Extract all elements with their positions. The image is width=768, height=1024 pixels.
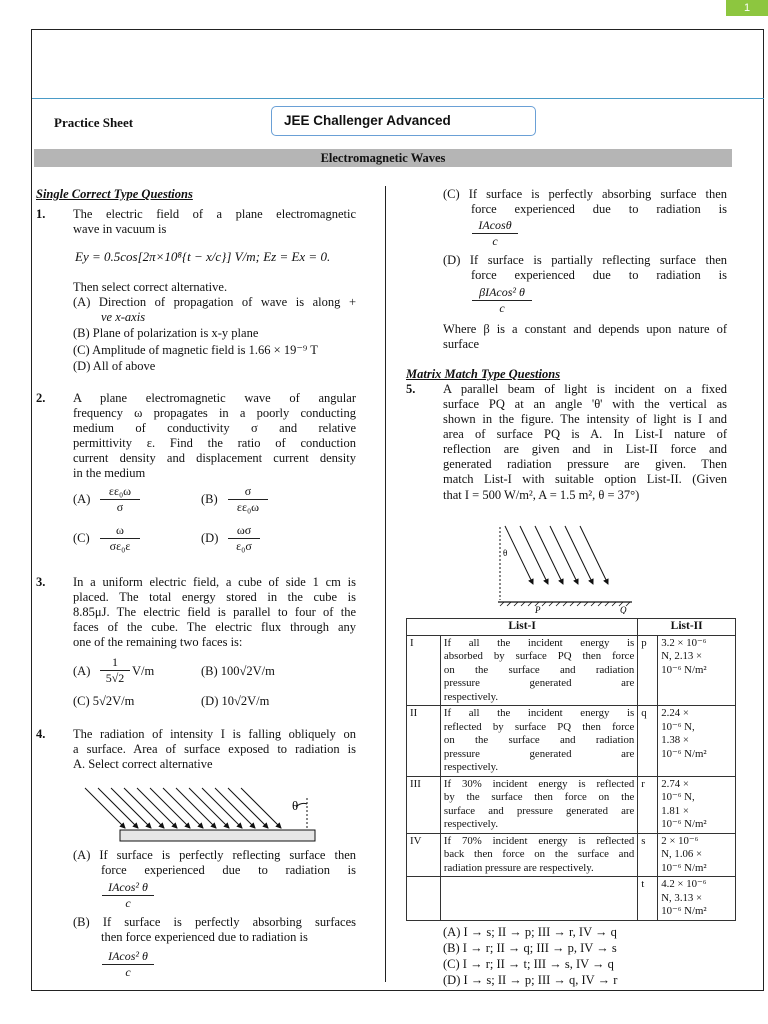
cell-line: respectively.: [443, 818, 499, 830]
table-row: [407, 635, 736, 706]
cell-line: surface and pressure generated are: [443, 804, 635, 817]
q5-text: generated radiation pressure are given. Then: [443, 457, 727, 471]
denominator: 5√2: [105, 671, 125, 685]
q5-number: 5.: [406, 382, 416, 396]
table-row: [407, 877, 736, 921]
matrix-match-table: [406, 618, 736, 921]
numerator: εε₀ω: [100, 484, 140, 500]
q1-option-c: (C) Amplitude of magnetic field is 1.66 × 19⁻⁹ T: [73, 343, 318, 357]
q2-option-c-fraction: [100, 523, 140, 554]
table-row: [407, 706, 736, 777]
q3-option-a-fraction: [100, 655, 130, 686]
q4-option-d: force experienced due to radiation is: [471, 268, 727, 282]
cell-line: 4.2 × 10⁻⁶: [661, 878, 707, 890]
q2-option-d-label: (D): [201, 531, 219, 545]
q2-option-a-label: (A): [73, 492, 91, 506]
numerator: IAcosθ: [472, 218, 518, 234]
cell-line: 10⁻⁶ N/m²: [661, 818, 707, 830]
cell-line: If all the incident energy is: [443, 636, 635, 649]
cell-line: on the surface and radiation: [443, 734, 635, 746]
q3-text: one of the remaining two faces is:: [73, 635, 243, 649]
q4-option-a: force experienced due to radiation is: [101, 863, 356, 877]
q2-option-b-label: (B): [201, 492, 218, 506]
page-number: 1: [726, 0, 768, 16]
q4-option-c: (C) If surface is perfectly absorbing surface then: [443, 187, 727, 201]
q5-text: shown in the figure. The intensity of light is I and: [443, 412, 727, 426]
q5-option-b: (B) I → r; II → q; III → p, IV → s: [443, 941, 617, 955]
section-matrix-match: Matrix Match Type Questions: [406, 367, 561, 381]
q5-text: surface PQ at an angle 'θ' with the vertical as: [443, 397, 727, 411]
denominator: c: [492, 234, 498, 248]
table-header-row: [407, 619, 736, 636]
cell-line: pressure generated are: [443, 747, 635, 760]
cell-line: 10⁻⁶ N/m²: [661, 663, 707, 676]
numerator: IAcos² θ: [102, 949, 154, 965]
q4-option-d-fraction: [472, 285, 532, 316]
cell-line: respectively.: [443, 690, 499, 703]
row-index: II: [407, 706, 441, 777]
cell-line: 10⁻⁶ N/m²: [661, 861, 707, 874]
list-1-header: List-I: [407, 619, 638, 636]
list-1-cell: [440, 635, 637, 706]
theta-label: θ: [292, 798, 299, 813]
cell-line: radiation pressure are respectively.: [443, 861, 594, 874]
q4-text: A. Select correct alternative: [73, 757, 213, 771]
q4-option-c-fraction: [472, 218, 518, 249]
table-row: [407, 776, 736, 833]
cell-line: 2.24 ×: [661, 707, 689, 719]
q2-text: in the medium: [73, 466, 146, 480]
denominator: σε₀ε: [109, 539, 131, 553]
radiation-arrows: [85, 788, 281, 828]
q4-option-b-fraction: [102, 949, 154, 980]
q1-option-b: (B) Plane of polarization is x-y plane: [73, 326, 259, 340]
numerator: IAcos² θ: [102, 880, 154, 896]
q3-text: faces of the cube. The electric flux through any: [73, 620, 356, 634]
point-q-label: Q: [620, 605, 627, 614]
q2-text: medium of conductivity σ and relative: [73, 421, 356, 435]
q2-text: current density and displacement current density: [73, 451, 356, 465]
q5-text: area of surface PQ is A. In List-I nature of: [443, 427, 727, 441]
row-index: IV: [407, 833, 441, 877]
q1-number: 1.: [36, 207, 46, 221]
row-key: q: [638, 706, 658, 777]
q4-option-a-fraction: [102, 880, 154, 911]
q1-option-d: (D) All of above: [73, 359, 156, 373]
light-beam-arrows: [505, 526, 608, 584]
q2-option-d-fraction: [228, 523, 260, 554]
q4-option-b: then force experienced due to radiation is: [101, 930, 308, 944]
q1-text: The electric field of a plane electromagnetic: [73, 207, 356, 221]
denominator: c: [125, 965, 131, 979]
denominator: σ: [116, 500, 124, 514]
q3-option-a-label: (A): [73, 664, 91, 678]
section-single-correct: Single Correct Type Questions: [36, 187, 193, 201]
topic-bar: Electromagnetic Waves: [34, 149, 732, 167]
numerator: ωσ: [228, 523, 260, 539]
q5-option-c: (C) I → r; II → t; III → s, IV → q: [443, 957, 614, 971]
cell-line: N, 3.13 ×: [661, 891, 703, 904]
cell-line: 1.81 ×: [661, 804, 689, 817]
list-1-cell: [440, 877, 637, 921]
q1-option-a: (A) Direction of propagation of wave is along +: [73, 295, 356, 309]
cell-line: 3.2 × 10⁻⁶: [661, 636, 707, 649]
list-2-cell: [658, 833, 736, 877]
list-2-cell: [658, 877, 736, 921]
cell-line: 10⁻⁶ N,: [661, 791, 695, 803]
q4-text: The radiation of intensity I is falling obliquely on: [73, 727, 356, 741]
q5-text: A parallel beam of light is incident on a fixed: [443, 382, 727, 396]
q3-text: placed. The total energy stored in the cube is: [73, 590, 356, 604]
cell-line: 10⁻⁶ N/m²: [661, 905, 707, 917]
cell-line: respectively.: [443, 761, 499, 773]
cell-line: reflected by surface PQ then force: [443, 720, 635, 733]
q3-option-d: (D) 10√2V/m: [201, 694, 270, 708]
denominator: ε₀σ: [236, 539, 252, 553]
q2-number: 2.: [36, 391, 46, 405]
cell-line: 10⁻⁶ N/m²: [661, 747, 707, 760]
cell-line: 10⁻⁶ N,: [661, 720, 695, 733]
cell-line: 2 × 10⁻⁶: [661, 834, 699, 847]
row-key: t: [638, 877, 658, 921]
list-2-header: List-II: [638, 619, 736, 636]
numerator: ω: [100, 523, 140, 539]
q3-option-c: (C) 5√2V/m: [73, 694, 135, 708]
q1-text: Then select correct alternative.: [73, 280, 228, 294]
point-p-label: P: [535, 605, 541, 614]
list-1-cell: [440, 706, 637, 777]
numerator: 1: [100, 655, 130, 671]
q1-equation: Ey = 0.5cos[2π×10⁸{t − x/c}] V/m; Ez = Ex = 0.: [75, 249, 331, 264]
cell-line: If 30% incident energy is reflected: [443, 777, 635, 790]
title-box: JEE Challenger Advanced: [271, 106, 536, 136]
q2-text: permittivity ε. Find the ratio of conduction: [73, 436, 356, 450]
q4-note: Where β is a constant and depends upon nature of: [443, 322, 727, 336]
denominator: c: [125, 896, 131, 910]
q5-text: reflection are given and in List-II force and: [443, 442, 727, 456]
column-divider: [385, 186, 386, 982]
q5-incident-beam-figure: [490, 522, 640, 614]
q5-text: match List-I with suitable option List-II. (Given: [443, 472, 727, 486]
list-2-cell: [658, 776, 736, 833]
denominator: c: [499, 301, 505, 315]
denominator: εε₀ω: [236, 500, 260, 514]
q2-option-a-fraction: [100, 484, 140, 515]
q2-option-b-fraction: [228, 484, 268, 515]
q3-text: In a uniform electric field, a cube of side 1 cm is: [73, 575, 356, 589]
q5-text: that I = 500 W/m², A = 1.5 m², θ = 37°): [443, 488, 640, 502]
header-divider: [32, 98, 764, 99]
q3-text: 8.85μJ. The electric field is parallel to four of the: [73, 605, 356, 619]
q3-number: 3.: [36, 575, 46, 589]
row-index: [407, 877, 441, 921]
row-key: p: [638, 635, 658, 706]
q2-text: A plane electromagnetic wave of angular: [73, 391, 356, 405]
q4-number: 4.: [36, 727, 46, 741]
theta-label: θ: [503, 548, 508, 558]
q4-note: surface: [443, 337, 480, 351]
q1-text: wave in vacuum is: [73, 222, 167, 236]
list-2-cell: [658, 635, 736, 706]
practice-sheet-label: Practice Sheet: [54, 115, 134, 130]
q1-option-a: ve x-axis: [101, 310, 146, 324]
numerator: σ: [228, 484, 268, 500]
q5-option-d: (D) I → s; II → p; III → q, IV → r: [443, 973, 618, 987]
cell-line: 2.74 ×: [661, 777, 689, 790]
q4-radiation-figure: [80, 780, 320, 848]
q3-option-b: (B) 100√2V/m: [201, 664, 275, 678]
q4-text: a surface. Area of surface exposed to radiation is: [73, 742, 356, 756]
q4-option-c: force experienced due to radiation is: [471, 202, 727, 216]
q5-option-a: (A) I → s; II → p; III → r, IV → q: [443, 925, 617, 939]
cell-line: If 70% incident energy is reflected: [443, 834, 635, 847]
cell-line: on the surface and radiation: [443, 663, 635, 676]
q4-option-b: (B) If surface is perfectly absorbing surfaces: [73, 915, 356, 929]
row-index: I: [407, 635, 441, 706]
q3-option-a-unit: V/m: [132, 664, 155, 678]
table-row: [407, 833, 736, 877]
list-1-cell: [440, 833, 637, 877]
cell-line: back then force on the surface and: [443, 848, 635, 860]
row-key: s: [638, 833, 658, 877]
q4-option-a: (A) If surface is perfectly reflecting surface then: [73, 848, 356, 862]
row-index: III: [407, 776, 441, 833]
cell-line: pressure generated are: [443, 677, 635, 689]
cell-line: N, 2.13 ×: [661, 650, 703, 662]
cell-line: by the surface then force on the: [443, 791, 635, 803]
row-key: r: [638, 776, 658, 833]
cell-line: 1.38 ×: [661, 734, 689, 746]
list-2-cell: [658, 706, 736, 777]
q2-text: frequency ω propagates in a poorly conducting: [73, 406, 356, 420]
surface-block: [120, 830, 315, 841]
cell-line: absorbed by surface PQ then force: [443, 650, 635, 662]
numerator: βIAcos² θ: [472, 285, 532, 301]
list-1-cell: [440, 776, 637, 833]
cell-line: N, 1.06 ×: [661, 848, 703, 860]
q4-option-d: (D) If surface is partially reflecting surface then: [443, 253, 727, 267]
q2-option-c-label: (C): [73, 531, 90, 545]
cell-line: If all the incident energy is: [443, 707, 635, 719]
